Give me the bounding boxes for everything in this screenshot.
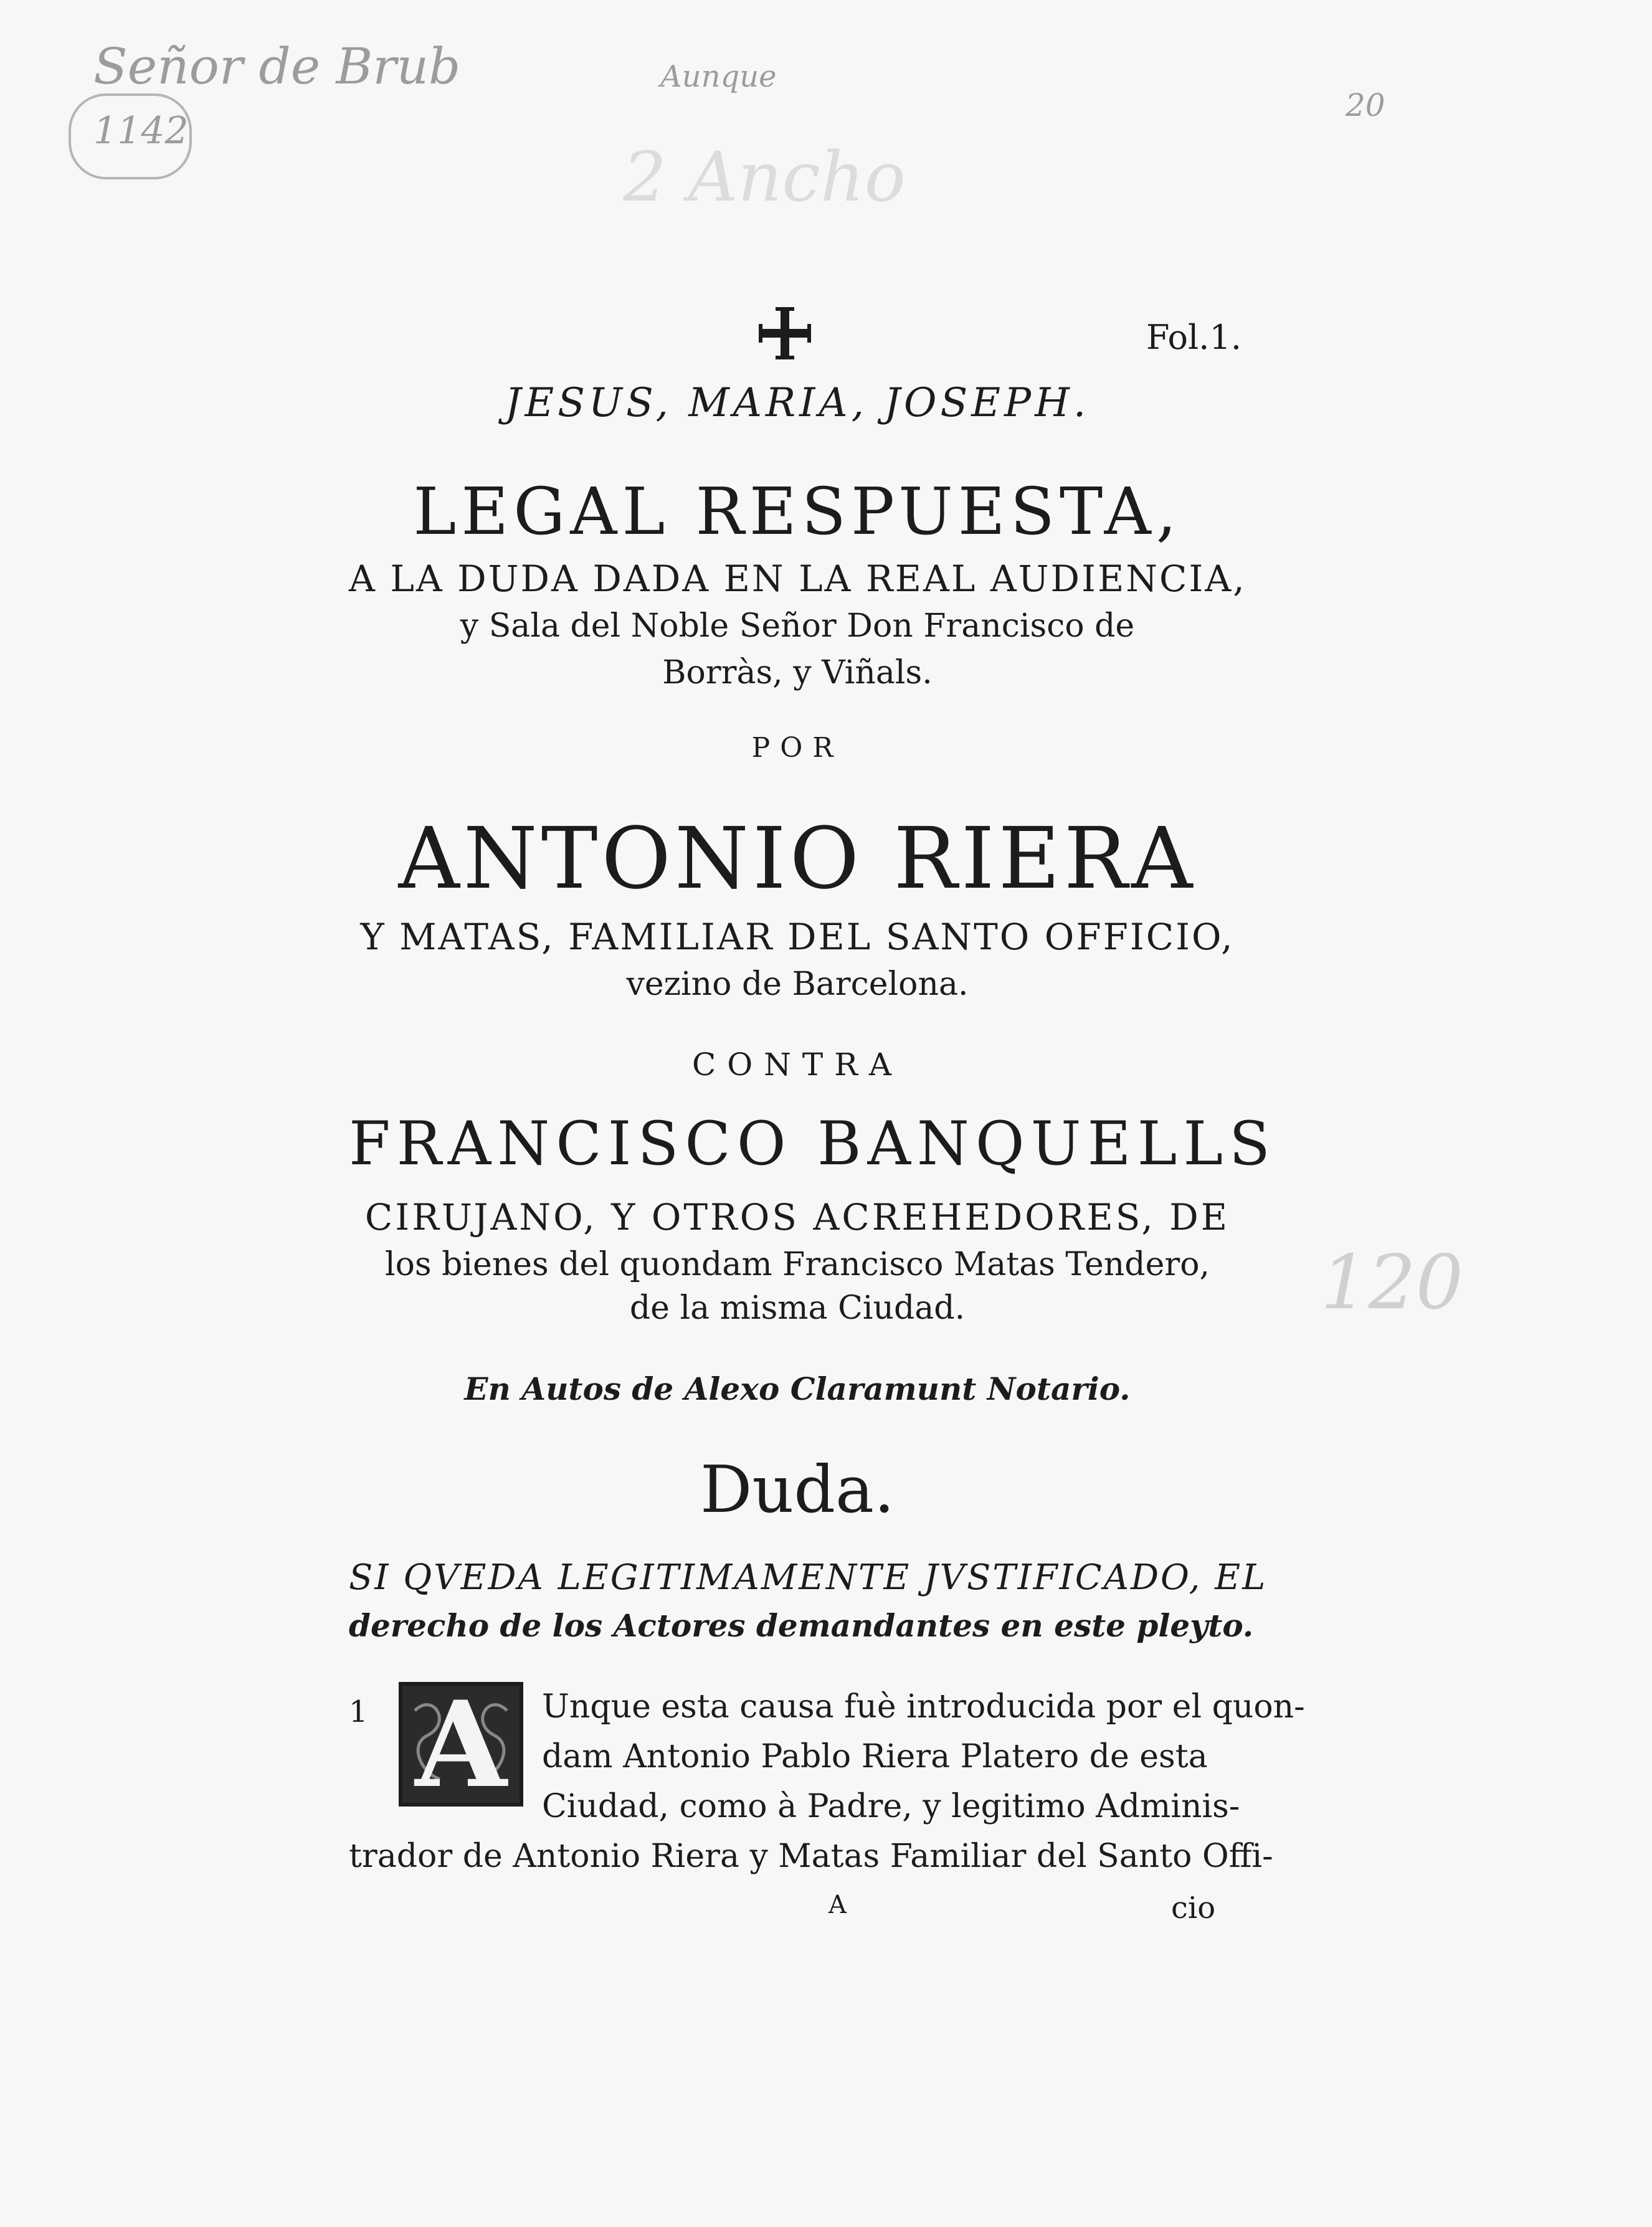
document-title: LEGAL RESPUESTA, (413, 473, 1182, 549)
question-line-2: derecho de los Actores demandantes en este pleyto. (349, 1607, 1254, 1644)
decorated-initial (399, 1674, 523, 1814)
signature-mark: A (828, 1891, 847, 1919)
body-line-1: Unque esta causa fuè introducida por el quon- (542, 1688, 1305, 1726)
catchword: cio (1171, 1891, 1216, 1925)
party1-name: ANTONIO RIERA (398, 810, 1197, 908)
body-line-2: dam Antonio Pablo Riera Platero de esta (542, 1738, 1208, 1775)
party2-line-2: los bienes del quondam Francisco Matas Tendero, (384, 1246, 1210, 1283)
body-line-3: Ciudad, como à Padre, y legitimo Adminis- (542, 1788, 1240, 1825)
folio-number: Fol.1. (1146, 318, 1241, 357)
question-line-1: SI QVEDA LEGITIMAMENTE JVSTIFICADO, EL (349, 1557, 1268, 1598)
party1-line-2: vezino de Barcelona. (626, 966, 969, 1003)
manuscript-note-top-right: 20 (1346, 87, 1385, 123)
manuscript-side-number: 120 (1321, 1240, 1464, 1326)
body-line-4: trador de Antonio Riera y Matas Familiar del Santo Offi- (349, 1838, 1273, 1875)
por-label: POR (751, 732, 843, 764)
party2-line-3: de la misma Ciudad. (629, 1289, 966, 1327)
autos-line: En Autos de Alexo Claramunt Notario. (464, 1370, 1131, 1407)
initial-letter: A (415, 1674, 507, 1814)
party2-name: FRANCISCO BANQUELLS (349, 1109, 1276, 1179)
invocation: JESUS, MARIA, JOSEPH. (505, 380, 1090, 426)
party2-line-1: CIRUJANO, Y OTROS ACREHEDORES, DE (364, 1196, 1230, 1238)
contra-label: CONTRA (691, 1047, 903, 1083)
manuscript-note-top-left: Señor de Brub (93, 37, 461, 95)
paragraph-number: 1 (349, 1694, 368, 1729)
duda-heading: Duda. (700, 1451, 895, 1527)
cross-ornament-icon (757, 305, 813, 361)
manuscript-note-top-middle: Aunque (660, 59, 777, 94)
subtitle-line-2: y Sala del Noble Señor Don Francisco de (460, 607, 1135, 645)
subtitle-line-3: Borràs, y Viñals. (662, 654, 933, 691)
party1-line-1: Y MATAS, FAMILIAR DEL SANTO OFFICIO, (360, 916, 1235, 958)
subtitle-line-1: A LA DUDA DADA EN LA REAL AUDIENCIA, (349, 558, 1246, 600)
manuscript-number: 1142 (93, 109, 189, 153)
manuscript-faded-heading: 2 Ancho (623, 137, 906, 217)
